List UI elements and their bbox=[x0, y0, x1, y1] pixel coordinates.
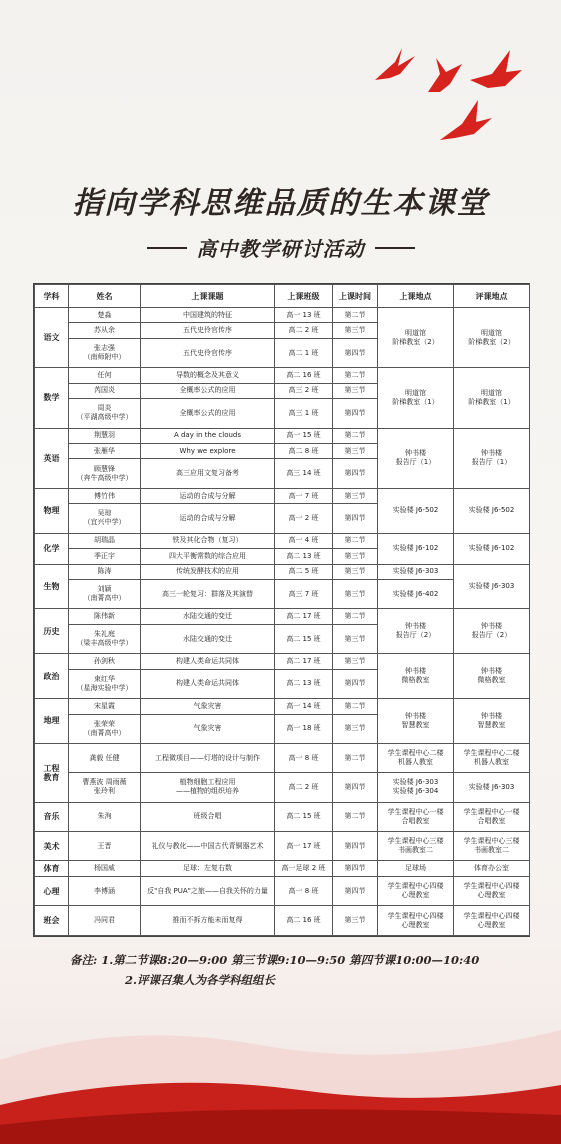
class-cell: 高二 17 班 bbox=[275, 609, 333, 624]
time-cell: 第四节 bbox=[333, 504, 378, 533]
topic-cell: 高三应用文复习备考 bbox=[141, 459, 275, 488]
teacher-cell: 季正宇 bbox=[69, 549, 141, 564]
topic-cell: 工程微项目——灯塔的设计与制作 bbox=[141, 743, 275, 772]
subject-cell: 音乐 bbox=[35, 802, 69, 831]
table-row bbox=[35, 773, 530, 802]
teacher-cell: 束红华 （星海实验中学） bbox=[69, 669, 141, 698]
teacher-cell: 孙剑秋 bbox=[69, 654, 141, 669]
column-header: 上课时间 bbox=[333, 285, 378, 308]
time-cell: 第四节 bbox=[333, 338, 378, 367]
class-cell: 高二 2 班 bbox=[275, 773, 333, 802]
time-cell: 第二节 bbox=[333, 743, 378, 772]
teacher-cell: 冯同君 bbox=[69, 906, 141, 936]
time-cell: 第二节 bbox=[333, 802, 378, 831]
table-row bbox=[35, 533, 530, 548]
table-row bbox=[35, 876, 530, 905]
topic-cell: 全概率公式的应用 bbox=[141, 399, 275, 428]
teacher-cell: 苏从余 bbox=[69, 323, 141, 338]
class-cell: 高二 15 班 bbox=[275, 624, 333, 653]
subject-cell: 英语 bbox=[35, 428, 69, 488]
notes bbox=[70, 952, 479, 992]
flying-birds-decoration bbox=[0, 0, 561, 160]
class-cell: 高二 8 班 bbox=[275, 444, 333, 459]
subject-cell: 政治 bbox=[35, 654, 69, 699]
class-cell: 高三 2 班 bbox=[275, 383, 333, 398]
subject-cell: 历史 bbox=[35, 609, 69, 654]
classroom-cell: 钟书楼 智慧教室 bbox=[378, 699, 454, 744]
topic-cell: 中国建筑的特征 bbox=[141, 308, 275, 323]
class-cell: 高二 13 班 bbox=[275, 549, 333, 564]
class-cell: 高一 7 班 bbox=[275, 488, 333, 503]
topic-cell: 构建人类命运共同体 bbox=[141, 654, 275, 669]
topic-cell: 四大平衡常数的综合应用 bbox=[141, 549, 275, 564]
time-cell: 第二节 bbox=[333, 533, 378, 548]
classroom-cell: 足球场 bbox=[378, 861, 454, 876]
classroom-cell: 钟书楼 报告厅（2） bbox=[378, 609, 454, 654]
note-line-2: 2.评课召集人为各学科组组长 bbox=[125, 973, 276, 987]
teacher-cell: 刘颖 （南菁高中） bbox=[69, 580, 141, 609]
topic-cell: Why we explore bbox=[141, 444, 275, 459]
classroom-cell: 学生课程中心三楼 书画教室二 bbox=[378, 832, 454, 861]
class-cell: 高三 14 班 bbox=[275, 459, 333, 488]
review-cell: 体育办公室 bbox=[454, 861, 530, 876]
time-cell: 第二节 bbox=[333, 308, 378, 323]
time-cell: 第三节 bbox=[333, 444, 378, 459]
subtitle-row bbox=[0, 233, 561, 262]
teacher-cell: 胡瑞晶 bbox=[69, 533, 141, 548]
topic-cell: 足球：左复右数 bbox=[141, 861, 275, 876]
review-cell: 实验楼 J6-303 bbox=[454, 773, 530, 802]
subject-cell: 工程 教育 bbox=[35, 743, 69, 802]
time-cell: 第三节 bbox=[333, 564, 378, 579]
time-cell: 第三节 bbox=[333, 906, 378, 936]
note-line-1: 备注: 1.第二节课8:20—9:00 第三节课9:10—9:50 第四节课10:00—10:40 bbox=[70, 953, 480, 967]
table-row bbox=[35, 906, 530, 936]
table-row bbox=[35, 802, 530, 831]
table-row bbox=[35, 699, 530, 714]
table-row bbox=[35, 861, 530, 876]
time-cell: 第四节 bbox=[333, 459, 378, 488]
table-row bbox=[35, 368, 530, 383]
table-row bbox=[35, 609, 530, 624]
class-cell: 高一 13 班 bbox=[275, 308, 333, 323]
topic-cell: 构建人类命运共同体 bbox=[141, 669, 275, 698]
class-cell: 高一 18 班 bbox=[275, 714, 333, 743]
teacher-cell: 朱礼庭 （梁丰高级中学） bbox=[69, 624, 141, 653]
classroom-cell: 明道馆 阶梯教室（1） bbox=[378, 368, 454, 428]
topic-cell: 礼仪与教化——中国古代青铜器艺术 bbox=[141, 832, 275, 861]
teacher-cell: 张志强 （南师附中） bbox=[69, 338, 141, 367]
review-cell: 实验楼 J6-303 bbox=[454, 564, 530, 609]
class-cell: 高一 15 班 bbox=[275, 428, 333, 443]
column-header: 上课课题 bbox=[141, 285, 275, 308]
teacher-cell: 龚毅 任健 bbox=[69, 743, 141, 772]
review-cell: 明道馆 阶梯教室（2） bbox=[454, 308, 530, 368]
page-subtitle: 高中教学研讨活动 bbox=[196, 237, 365, 261]
review-cell: 实验楼 J6-102 bbox=[454, 533, 530, 564]
teacher-cell: 任何 bbox=[69, 368, 141, 383]
review-cell: 钟书楼 智慧教室 bbox=[454, 699, 530, 744]
teacher-cell: 顾慧锋 （奔牛高级中学） bbox=[69, 459, 141, 488]
topic-cell: 五代史伶官传序 bbox=[141, 338, 275, 367]
teacher-cell: 芮国炎 bbox=[69, 383, 141, 398]
teacher-cell: 王晋 bbox=[69, 832, 141, 861]
schedule-table-wrapper bbox=[33, 283, 530, 937]
table-row bbox=[35, 743, 530, 772]
column-header: 学科 bbox=[35, 285, 69, 308]
subject-cell: 物理 bbox=[35, 488, 69, 533]
table-row bbox=[35, 428, 530, 443]
table-row bbox=[35, 308, 530, 323]
subject-cell: 心理 bbox=[35, 876, 69, 905]
teacher-cell: 楚淼 bbox=[69, 308, 141, 323]
teacher-cell: 荆慧羽 bbox=[69, 428, 141, 443]
time-cell: 第二节 bbox=[333, 609, 378, 624]
subject-cell: 语文 bbox=[35, 308, 69, 368]
subject-cell: 化学 bbox=[35, 533, 69, 564]
right-dash bbox=[375, 247, 415, 249]
class-cell: 高三 1 班 bbox=[275, 399, 333, 428]
class-cell: 高一 17 班 bbox=[275, 832, 333, 861]
review-cell: 明道馆 阶梯教室（1） bbox=[454, 368, 530, 428]
classroom-cell: 学生课程中心二楼 机器人教室 bbox=[378, 743, 454, 772]
time-cell: 第四节 bbox=[333, 773, 378, 802]
time-cell: 第二节 bbox=[333, 699, 378, 714]
table-header-row bbox=[35, 285, 530, 308]
classroom-cell: 实验楼 J6-303 bbox=[378, 564, 454, 579]
topic-cell: 植物细胞工程应用 ——植物的组织培养 bbox=[141, 773, 275, 802]
class-cell: 高二 13 班 bbox=[275, 669, 333, 698]
topic-cell: 推而不拆方能未而复得 bbox=[141, 906, 275, 936]
review-cell: 实验楼 J6-502 bbox=[454, 488, 530, 533]
classroom-cell: 学生课程中心一楼 合唱教室 bbox=[378, 802, 454, 831]
topic-cell: 运动的合成与分解 bbox=[141, 504, 275, 533]
time-cell: 第四节 bbox=[333, 861, 378, 876]
page-title: 指向学科思维品质的生本课堂 bbox=[72, 186, 489, 221]
time-cell: 第三节 bbox=[333, 654, 378, 669]
teacher-cell: 陈涛 bbox=[69, 564, 141, 579]
time-cell: 第三节 bbox=[333, 323, 378, 338]
subject-cell: 班会 bbox=[35, 906, 69, 936]
classroom-cell: 钟书楼 微格教室 bbox=[378, 654, 454, 699]
left-dash bbox=[147, 247, 187, 249]
table-row bbox=[35, 832, 530, 861]
teacher-cell: 陈伟新 bbox=[69, 609, 141, 624]
review-cell: 钟书楼 微格教室 bbox=[454, 654, 530, 699]
class-cell: 高一 2 班 bbox=[275, 504, 333, 533]
review-cell: 学生课程中心四楼 心理教室 bbox=[454, 906, 530, 936]
class-cell: 高一 8 班 bbox=[275, 876, 333, 905]
time-cell: 第四节 bbox=[333, 669, 378, 698]
teacher-cell: 曹燕波 周雨薇 张玲利 bbox=[69, 773, 141, 802]
schedule-table bbox=[34, 284, 530, 936]
topic-cell: 高三一轮复习：群落及其演替 bbox=[141, 580, 275, 609]
classroom-cell: 学生课程中心四楼 心理教室 bbox=[378, 876, 454, 905]
subject-cell: 数学 bbox=[35, 368, 69, 428]
teacher-cell: 傅竹伟 bbox=[69, 488, 141, 503]
table-row bbox=[35, 654, 530, 669]
topic-cell: 五代史伶官传序 bbox=[141, 323, 275, 338]
classroom-cell: 实验楼 J6-303 实验楼 J6-304 bbox=[378, 773, 454, 802]
table-row bbox=[35, 564, 530, 579]
time-cell: 第四节 bbox=[333, 832, 378, 861]
classroom-cell: 实验楼 J6-502 bbox=[378, 488, 454, 533]
time-cell: 第四节 bbox=[333, 876, 378, 905]
column-header: 上课地点 bbox=[378, 285, 454, 308]
time-cell: 第三节 bbox=[333, 580, 378, 609]
subject-cell: 地理 bbox=[35, 699, 69, 744]
time-cell: 第二节 bbox=[333, 368, 378, 383]
column-header: 上课班级 bbox=[275, 285, 333, 308]
class-cell: 高二 17 班 bbox=[275, 654, 333, 669]
topic-cell: 铁及其化合物（复习） bbox=[141, 533, 275, 548]
review-cell: 钟书楼 报告厅（1） bbox=[454, 428, 530, 488]
red-wave-decoration bbox=[0, 990, 561, 1144]
review-cell: 钟书楼 报告厅（2） bbox=[454, 609, 530, 654]
classroom-cell: 实验楼 J6-102 bbox=[378, 533, 454, 564]
class-cell: 高二 5 班 bbox=[275, 564, 333, 579]
class-cell: 高三 7 班 bbox=[275, 580, 333, 609]
teacher-cell: 李博涵 bbox=[69, 876, 141, 905]
teacher-cell: 周炎 （平湖高级中学） bbox=[69, 399, 141, 428]
class-cell: 高二 15 班 bbox=[275, 802, 333, 831]
teacher-cell: 杨国威 bbox=[69, 861, 141, 876]
subject-cell: 美术 bbox=[35, 832, 69, 861]
teacher-cell: 宋星霞 bbox=[69, 699, 141, 714]
class-cell: 高一 14 班 bbox=[275, 699, 333, 714]
topic-cell: 水陆交通的变迁 bbox=[141, 624, 275, 653]
class-cell: 高一足球 2 班 bbox=[275, 861, 333, 876]
topic-cell: 运动的合成与分解 bbox=[141, 488, 275, 503]
teacher-cell: 朱洵 bbox=[69, 802, 141, 831]
topic-cell: 气象灾害 bbox=[141, 699, 275, 714]
topic-cell: A day in the clouds bbox=[141, 428, 275, 443]
review-cell: 学生课程中心三楼 书画教室二 bbox=[454, 832, 530, 861]
review-cell: 学生课程中心四楼 心理教室 bbox=[454, 876, 530, 905]
topic-cell: 全概率公式的应用 bbox=[141, 383, 275, 398]
topic-cell: 导数的概念及其意义 bbox=[141, 368, 275, 383]
topic-cell: 班级合唱 bbox=[141, 802, 275, 831]
teacher-cell: 张荣荣 （南菁高中） bbox=[69, 714, 141, 743]
time-cell: 第三节 bbox=[333, 624, 378, 653]
class-cell: 高一 8 班 bbox=[275, 743, 333, 772]
teacher-cell: 吴琼 （宜兴中学） bbox=[69, 504, 141, 533]
time-cell: 第三节 bbox=[333, 383, 378, 398]
table-body bbox=[35, 308, 530, 936]
topic-cell: 反"自我 PUA"之旅——自我关怀的力量 bbox=[141, 876, 275, 905]
class-cell: 高二 16 班 bbox=[275, 906, 333, 936]
review-cell: 学生课程中心一楼 合唱教室 bbox=[454, 802, 530, 831]
classroom-cell: 钟书楼 报告厅（1） bbox=[378, 428, 454, 488]
class-cell: 高二 1 班 bbox=[275, 338, 333, 367]
class-cell: 高二 16 班 bbox=[275, 368, 333, 383]
time-cell: 第三节 bbox=[333, 488, 378, 503]
time-cell: 第三节 bbox=[333, 714, 378, 743]
classroom-cell: 明道馆 阶梯教室（2） bbox=[378, 308, 454, 368]
topic-cell: 水陆交通的变迁 bbox=[141, 609, 275, 624]
class-cell: 高一 4 班 bbox=[275, 533, 333, 548]
time-cell: 第二节 bbox=[333, 428, 378, 443]
topic-cell: 气象灾害 bbox=[141, 714, 275, 743]
table-row bbox=[35, 488, 530, 503]
classroom-cell: 学生课程中心四楼 心理教室 bbox=[378, 906, 454, 936]
column-header: 评课地点 bbox=[454, 285, 530, 308]
teacher-cell: 张雁华 bbox=[69, 444, 141, 459]
time-cell: 第四节 bbox=[333, 399, 378, 428]
column-header: 姓名 bbox=[69, 285, 141, 308]
classroom-cell: 实验楼 J6-402 bbox=[378, 580, 454, 609]
subject-cell: 体育 bbox=[35, 861, 69, 876]
time-cell: 第三节 bbox=[333, 549, 378, 564]
topic-cell: 传统发酵技术的应用 bbox=[141, 564, 275, 579]
subject-cell: 生物 bbox=[35, 564, 69, 609]
class-cell: 高二 2 班 bbox=[275, 323, 333, 338]
review-cell: 学生课程中心二楼 机器人教室 bbox=[454, 743, 530, 772]
